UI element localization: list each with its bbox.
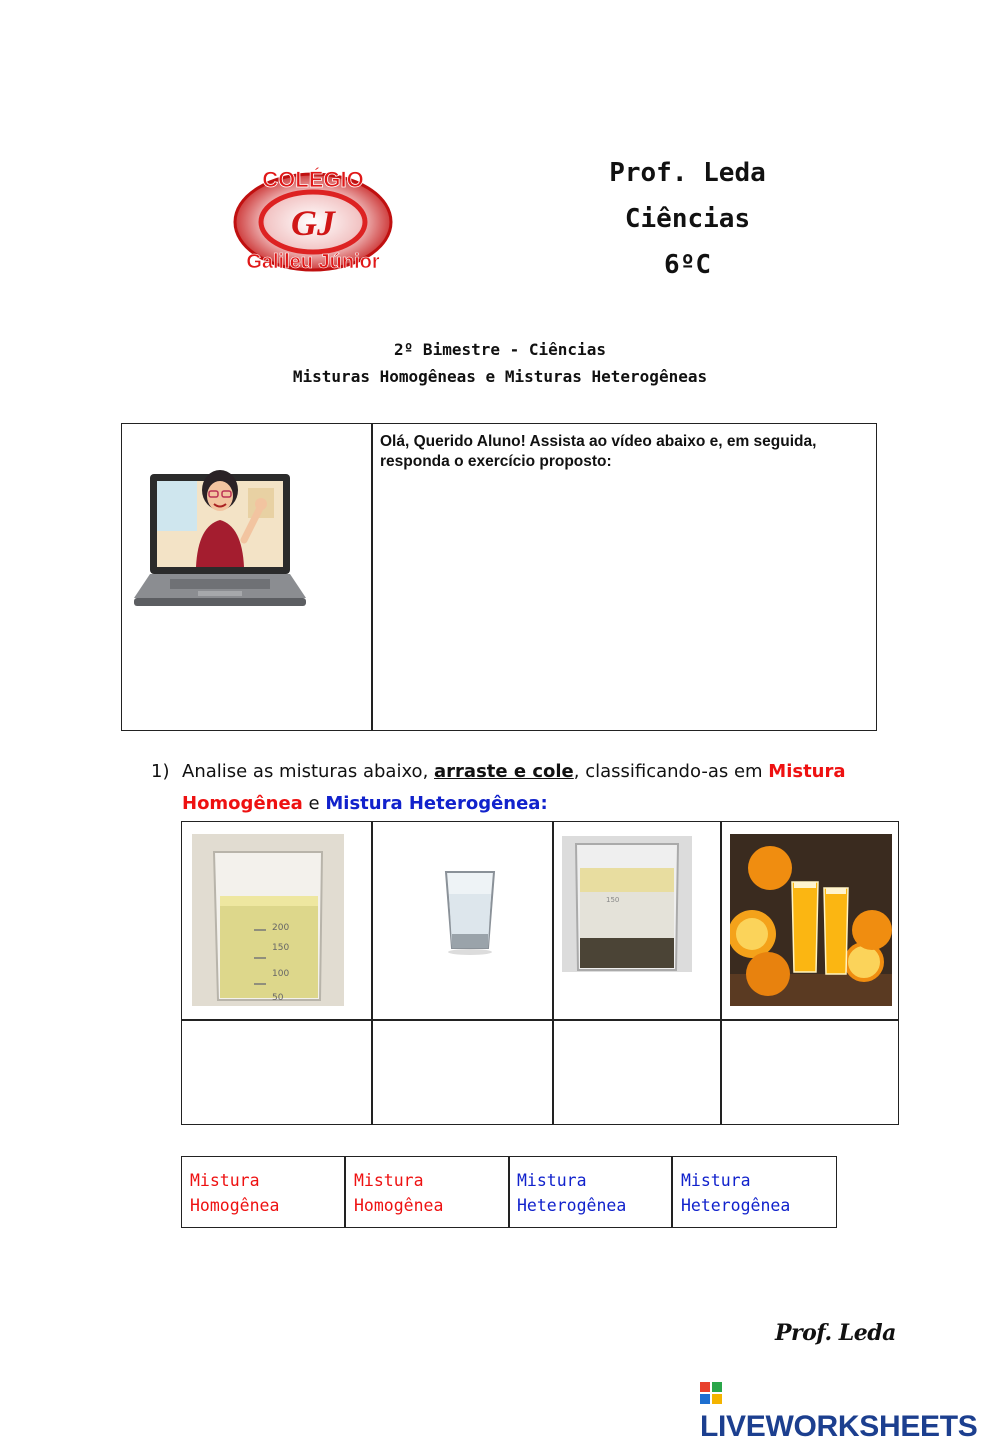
teacher-laptop-illustration [130, 448, 310, 613]
subject-title: Ciências [624, 204, 751, 234]
beaker-mark-50: 50 [272, 993, 284, 1003]
label-line: Homogênea [354, 1196, 444, 1215]
logo-bottom-text: Galileu Júnior [246, 251, 380, 273]
beaker-mark-150: 150 [272, 943, 290, 953]
label-line: Mistura [190, 1171, 260, 1190]
label-line: Mistura [681, 1171, 751, 1190]
intro-divider [371, 423, 373, 731]
liveworksheets-brand [700, 1376, 1000, 1444]
beaker-yellow-liquid-image [192, 834, 344, 1006]
label-line: Heterogênea [681, 1196, 791, 1215]
teacher-signature: Prof. Leda [775, 1320, 896, 1346]
topic-title: Misturas Homogêneas e Misturas Heterogêneas [292, 367, 708, 386]
intro-line-1: Olá, Querido Aluno! Assista ao vídeo abaixo e, em seguida, [380, 433, 817, 450]
question-term-homogenea-a: Mistura [768, 761, 846, 782]
glass-of-water-image [440, 868, 500, 958]
logo-top-text: COLÉGIO [262, 167, 364, 192]
teacher-name: Prof. Leda [609, 158, 766, 188]
beaker-mark-100: 100 [272, 969, 290, 979]
beaker-mark-200: 200 [272, 923, 290, 933]
drop-zone-2[interactable] [373, 1021, 551, 1122]
question-line-2 [182, 793, 872, 814]
bimester-title: 2º Bimestre - Ciências [394, 340, 606, 359]
logo-monogram: GJ [291, 203, 335, 243]
question-term-homogenea-b: Homogênea [182, 793, 303, 814]
orange-juice-image [730, 834, 892, 1006]
question-emphasis: arraste e cole [434, 761, 574, 782]
label-line: Mistura [517, 1171, 587, 1190]
question-conj: e [302, 793, 326, 814]
intro-line-2: responda o exercício proposto: [380, 453, 612, 470]
label-line: Homogênea [190, 1196, 280, 1215]
question-text-b: , classificando-as em [573, 761, 769, 782]
school-logo [228, 160, 398, 290]
drag-label-homogenea-2[interactable] [354, 1168, 504, 1218]
drag-label-heterogenea-2[interactable] [681, 1168, 831, 1218]
label-line: Mistura [354, 1171, 424, 1190]
drag-label-homogenea-1[interactable] [190, 1168, 340, 1218]
liveworksheets-text: LIVEWORKSHEETS [700, 1410, 978, 1443]
label-divider [344, 1156, 346, 1228]
label-divider [508, 1156, 510, 1228]
sediment-beaker-mark: 150 [606, 896, 620, 904]
liveworksheets-logo-icon [700, 1382, 722, 1404]
question-line-1 [182, 761, 872, 782]
label-divider [671, 1156, 673, 1228]
question-term-heterogenea: Mistura Heterogênea [325, 793, 541, 814]
label-line: Heterogênea [517, 1196, 627, 1215]
drag-label-heterogenea-1[interactable] [517, 1168, 667, 1218]
drop-zone-4[interactable] [722, 1021, 896, 1122]
question-text-a: Analise as misturas abaixo, [182, 761, 435, 782]
intro-instructions [380, 432, 868, 472]
drop-zone-1[interactable] [183, 1021, 370, 1122]
beaker-water-sediment-image [562, 836, 692, 972]
question-number: 1) [151, 761, 170, 782]
question-colon: : [540, 793, 548, 814]
drop-zone-3[interactable] [554, 1021, 719, 1122]
class-name: 6ºC [664, 250, 711, 280]
